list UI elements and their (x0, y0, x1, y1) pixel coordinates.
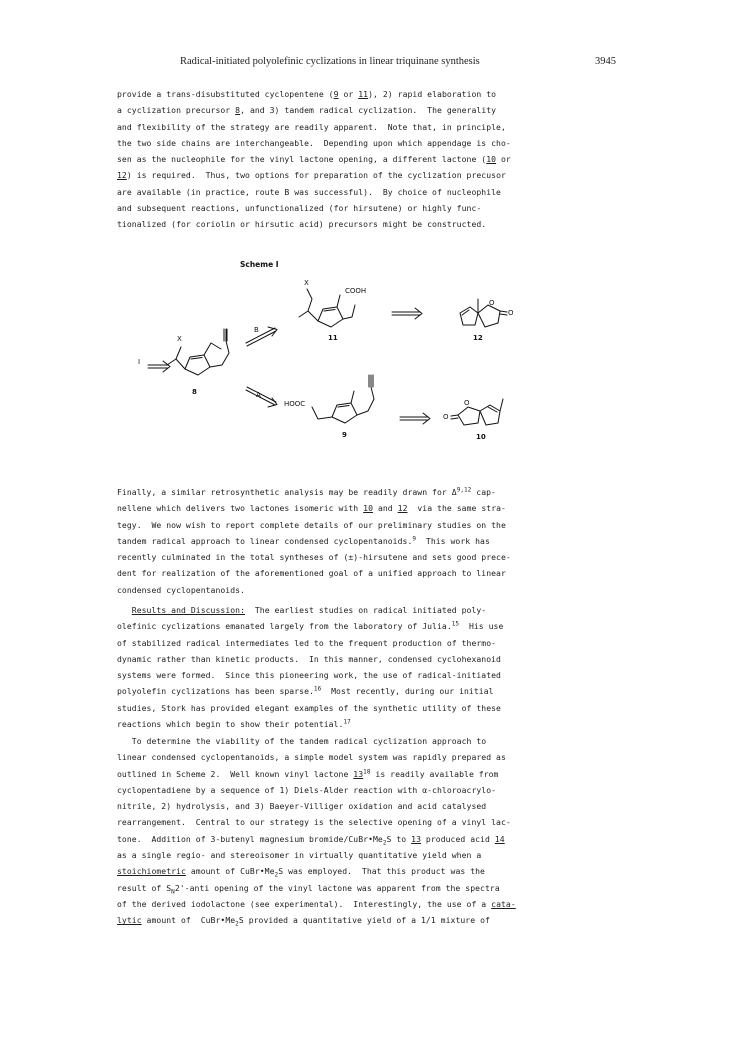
text-line: tionalized (for coriolin or hirsutic acid) precursors might be constructed. (117, 219, 487, 230)
text-line: the two side chains are interchangeable. Depending upon which appendage is cho- (117, 137, 511, 148)
compound-ref: 10 (486, 154, 497, 165)
oxygen-label: O (464, 399, 470, 407)
text-line: sen as the nucleophile for the vinyl lactone opening, a different lactone (10 or (117, 154, 511, 165)
paragraph-model-system (117, 733, 577, 929)
subscript: 2 (235, 920, 239, 928)
compound-ref: 10 (363, 503, 374, 514)
text-line: outlined in Scheme 2. Well known vinyl lactone $13^{18}$ is readily available from (117, 767, 499, 779)
compound-ref: 8 (235, 105, 241, 116)
subscript: 2 (274, 871, 279, 879)
superscript: 9 (412, 535, 417, 543)
compound-label-8: 8 (192, 388, 197, 396)
superscript: 17 (343, 718, 351, 726)
oxygen-label: O (489, 299, 495, 307)
text-line: tandem radical approach to linear condensed cyclopentanoids.$^9$ This work has (117, 535, 490, 546)
text-line: and flexibility of the strategy are readily apparent. Note that, in principle, (117, 121, 506, 132)
superscript: 18 (363, 767, 371, 775)
text-line: dent for realization of the aforementioned goal of a unified approach to linear (117, 568, 506, 579)
text-line: lytic amount of $CuBr•Me_2S$ provided a quantitative yield of a 1/1 mixture of (117, 915, 490, 928)
compound-ref: 13 (353, 768, 364, 779)
running-title: Radical-initiated polyolefinic cyclizations in linear triquinane synthesis (180, 56, 480, 67)
section-heading: Results and Discussion: (131, 605, 246, 615)
page-number: 3945 (595, 56, 616, 67)
text-line: of stabilized radical intermediates led to the frequent production of thermo- (117, 637, 497, 648)
compound-ref: 13 (411, 833, 421, 844)
route-a-arrow (246, 387, 277, 407)
text-line: condensed cyclopentanoids. (117, 584, 245, 595)
start-label: I (138, 358, 141, 366)
compound-ref: 9 (333, 89, 339, 99)
text-line: rearrangement. Central to our strategy is the selective opening of a vinyl lac- (117, 817, 511, 828)
text-line: and subsequent reactions, unfunctionalized (for hirsutene) or highly func- (117, 203, 482, 214)
paragraph-finally (117, 484, 577, 598)
subscript: 2 (382, 839, 387, 847)
subscript: N (171, 888, 175, 896)
text-line: are available (in practice, route B was successful). By choice of nucleophile (117, 186, 501, 197)
route-label-b: B (254, 326, 259, 334)
hooc-label: HOOC (284, 400, 306, 408)
emphasis: stoichiometric (117, 866, 186, 877)
arrow-11-to-12 (392, 308, 422, 319)
text-line: Results and Discussion: The earliest studies on radical initiated poly- (131, 605, 487, 615)
scheme-figure (0, 255, 729, 475)
compound-ref: 14 (494, 833, 505, 844)
text-line: olefinic cyclizations emanated largely from the laboratory of Julia.$^{15}$ His use (117, 620, 504, 632)
superscript: 9,12 (456, 486, 472, 494)
text-line: studies, Stork has provided elegant examples of the synthetic utility of these (117, 702, 501, 713)
text-line: cyclopentadiene by a sequence of 1) Diels-Alder reaction with α-chloroacrylo- (117, 784, 497, 795)
superscript: 15 (451, 620, 460, 628)
text-line: dynamic rather than kinetic products. In this manner, condensed cyclohexanoid (117, 653, 501, 664)
arrow-9-to-10 (400, 413, 430, 424)
emphasis: lytic (117, 915, 142, 926)
compound-label-9: 9 (342, 431, 347, 439)
compound-9-structure (312, 375, 374, 423)
superscript: 16 (313, 685, 322, 693)
text-line: recently culminated in the total syntheses of (±)-hirsutene and sets good prece- (117, 552, 511, 563)
paragraph-intro (117, 86, 577, 233)
text-line: provide a trans-disubstituted cyclopentene (9 or 11), 2) rapid elaboration to (117, 89, 497, 99)
oxygen-label: O (443, 413, 449, 421)
text-line: a cyclization precursor 8, and 3) tandem radical cyclization. The generality (117, 105, 497, 116)
text-line: tone. Addition of 3-butenyl magnesium bromide/$CuBr•Me_2S$ to 13 produced acid 14 (117, 833, 505, 847)
route-label-a: A (256, 391, 261, 399)
compound-ref: 12 (117, 170, 127, 181)
compound-ref: 11 (358, 89, 369, 99)
substituent-x: X (177, 335, 182, 343)
text-line: of the derived iodolactone (see experimental). Interestingly, the use of a cata- (117, 898, 516, 909)
text-line: linear condensed cyclopentanoids, a simple model system was rapidly prepared as (117, 752, 506, 763)
paragraph-results (117, 602, 577, 732)
route-b-arrow (246, 327, 277, 346)
compound-12-structure (460, 299, 507, 327)
text-line: nitrile, 2) hydrolysis, and 3) Baeyer-Villiger oxidation and acid catalysed (117, 801, 487, 812)
compound-label-10: 10 (476, 433, 486, 441)
text-line: reactions which begin to show their potential.$^{17}$ (117, 718, 351, 730)
compound-10-structure (451, 399, 503, 425)
oxygen-label: O (508, 309, 514, 317)
page-header (0, 56, 729, 70)
substituent-x: X (304, 279, 309, 287)
text-line: polyolefin cyclizations has been sparse.$^{16}$ Most recently, during our initial (117, 685, 494, 697)
text-line: 12) is required. Thus, two options for preparation of the cyclization precusor (117, 170, 506, 181)
text-line: as a single regio- and stereoisomer in virtually quantitative yield when a (117, 850, 482, 861)
compound-label-12: 12 (473, 334, 483, 342)
text-line: stoichiometric amount of $CuBr•Me_2S$ was employed. That this product was the (117, 866, 485, 879)
text-line: To determine the viability of the tandem radical cyclization approach to (117, 736, 487, 746)
compound-ref: 12 (397, 503, 408, 514)
emphasis: cata- (491, 898, 516, 909)
scheme-title: Scheme I (240, 260, 279, 269)
cooh-label: COOH (345, 287, 367, 295)
text-line: Finally, a similar retrosynthetic analysis may be readily drawn for Δ$^{9,12}$ cap- (117, 486, 496, 497)
text-line: nellene which delivers two lactones isomeric with 10 and 12 via the same stra- (117, 503, 506, 514)
text-line: result of $S_N2'$-anti opening of the vinyl lactone was apparent from the spectra (117, 882, 500, 896)
compound-label-11: 11 (328, 334, 338, 342)
text-line: systems were formed. Since this pioneering work, the use of radical-initiated (117, 670, 501, 681)
start-arrow (148, 361, 170, 372)
text-line: tegy. We now wish to report complete details of our preliminary studies on the (117, 519, 506, 530)
